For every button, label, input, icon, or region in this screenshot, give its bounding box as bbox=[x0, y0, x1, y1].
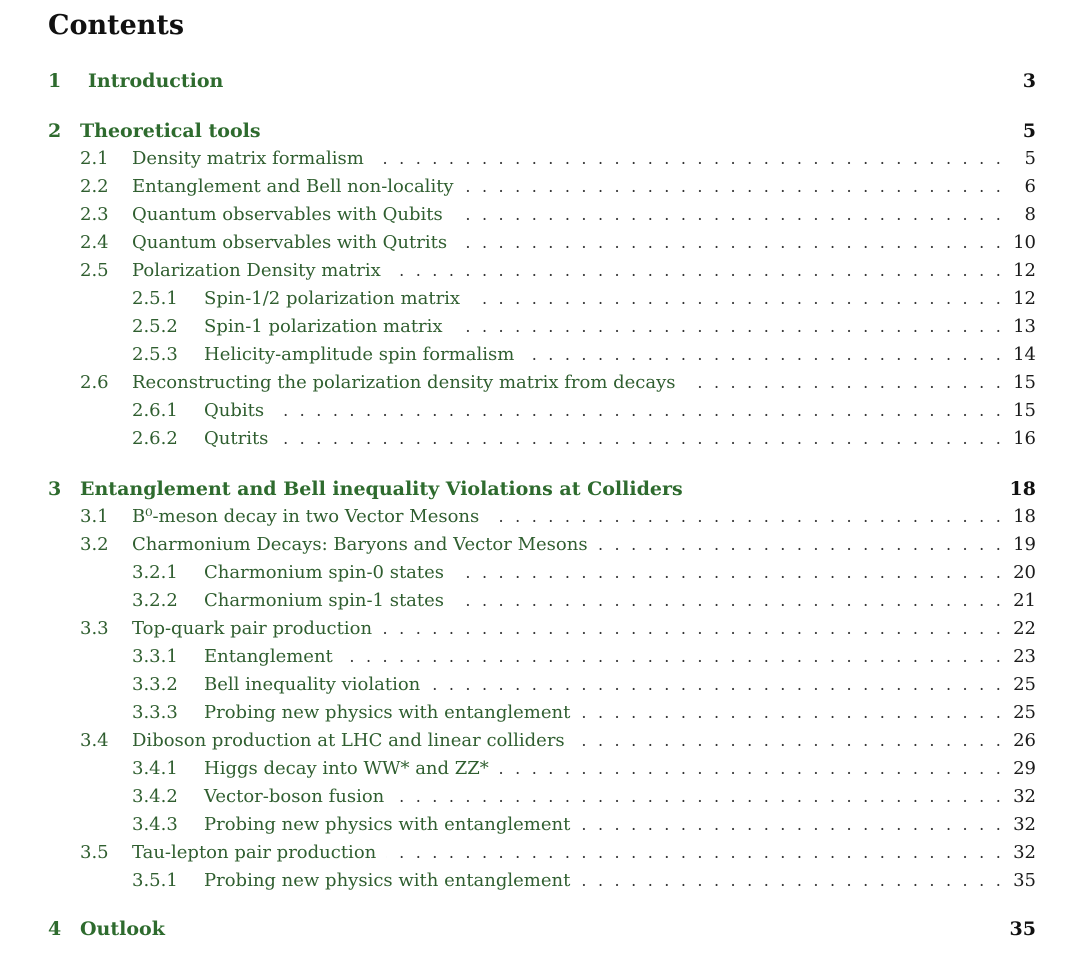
toc-entry-page-number: 13 bbox=[1013, 316, 1036, 337]
toc-entry-page-number: 6 bbox=[1024, 176, 1036, 197]
toc-entry-number: 3.3 bbox=[80, 618, 109, 639]
toc-dot-leader bbox=[464, 174, 1004, 200]
toc-entry-label[interactable]: Charmonium Decays: Baryons and Vector Mesons bbox=[132, 534, 588, 555]
toc-entry-number: 3.2 bbox=[80, 534, 109, 555]
toc-entry-number: 2.2 bbox=[80, 176, 109, 197]
toc-entry-label[interactable]: Entanglement bbox=[204, 646, 333, 667]
toc-chapter-entry[interactable] bbox=[0, 476, 1080, 502]
toc-entry-number: 2.5.2 bbox=[132, 316, 178, 337]
toc-entry-label[interactable]: Quantum observables with Qutrits bbox=[132, 232, 448, 253]
toc-dot-leader bbox=[575, 728, 1004, 754]
toc-dot-leader bbox=[382, 616, 1004, 642]
toc-entry-label[interactable]: Qubits bbox=[204, 400, 265, 421]
toc-entry-number: 2.5.1 bbox=[132, 288, 178, 309]
toc-dot-leader bbox=[499, 756, 1004, 782]
toc-entry-number: 2.3 bbox=[80, 204, 109, 225]
toc-entry-number: 2.4 bbox=[80, 232, 109, 253]
toc-entry-label[interactable]: Entanglement and Bell non-locality bbox=[132, 176, 454, 197]
toc-section-entry[interactable] bbox=[0, 314, 1080, 340]
toc-section-entry[interactable] bbox=[0, 202, 1080, 228]
toc-entry-number: 2 bbox=[48, 120, 62, 142]
toc-entry-page-number: 5 bbox=[1024, 148, 1036, 169]
toc-entry-number: 1 bbox=[48, 70, 62, 92]
toc-dot-leader bbox=[470, 286, 1004, 312]
toc-section-entry[interactable] bbox=[0, 700, 1080, 726]
toc-section-entry[interactable] bbox=[0, 756, 1080, 782]
toc-entry-label[interactable]: Introduction bbox=[88, 70, 224, 92]
toc-entry-page-number: 15 bbox=[1013, 400, 1036, 421]
toc-entry-label[interactable]: Spin-1 polarization matrix bbox=[204, 316, 443, 337]
toc-entry-page-number: 32 bbox=[1013, 814, 1036, 835]
toc-entry-number: 4 bbox=[48, 918, 62, 940]
toc-entry-label[interactable]: Charmonium spin-1 states bbox=[204, 590, 445, 611]
toc-section-entry[interactable] bbox=[0, 588, 1080, 614]
toc-entry-number: 3.1 bbox=[80, 506, 109, 527]
toc-entry-page-number: 12 bbox=[1013, 288, 1036, 309]
toc-section-entry[interactable] bbox=[0, 728, 1080, 754]
toc-entry-page-number: 35 bbox=[1009, 918, 1036, 940]
toc-dot-leader bbox=[278, 426, 1004, 452]
toc-entry-page-number: 12 bbox=[1013, 260, 1036, 281]
toc-entry-number: 3.2.2 bbox=[132, 590, 178, 611]
toc-section-entry[interactable] bbox=[0, 840, 1080, 866]
toc-entry-page-number: 10 bbox=[1013, 232, 1036, 253]
toc-entry-page-number: 23 bbox=[1013, 646, 1036, 667]
toc-entry-number: 2.6.2 bbox=[132, 428, 178, 449]
toc-section-entry[interactable] bbox=[0, 532, 1080, 558]
toc-entry-label[interactable]: Top-quark pair production bbox=[132, 618, 373, 639]
toc-entry-page-number: 29 bbox=[1013, 758, 1036, 779]
toc-section-entry[interactable] bbox=[0, 286, 1080, 312]
toc-dot-leader bbox=[580, 700, 1004, 726]
toc-dot-leader bbox=[453, 314, 1004, 340]
toc-entry-number: 3.3.1 bbox=[132, 646, 178, 667]
toc-entry-label[interactable]: Higgs decay into WW* and ZZ* bbox=[204, 758, 489, 779]
toc-entry-number: 3.5.1 bbox=[132, 870, 178, 891]
toc-section-entry[interactable] bbox=[0, 258, 1080, 284]
toc-entry-number: 3.3.2 bbox=[132, 674, 178, 695]
toc-entry-page-number: 26 bbox=[1013, 730, 1036, 751]
toc-entry-number: 3.3.3 bbox=[132, 702, 178, 723]
toc-section-entry[interactable] bbox=[0, 504, 1080, 530]
toc-entry-label[interactable]: Qutrits bbox=[204, 428, 269, 449]
toc-section-entry[interactable] bbox=[0, 230, 1080, 256]
toc-dot-leader bbox=[454, 560, 1004, 586]
toc-entry-label[interactable]: Theoretical tools bbox=[80, 120, 261, 142]
toc-dot-leader bbox=[374, 146, 1004, 172]
toc-entry-number: 3 bbox=[48, 478, 62, 500]
toc-dot-leader bbox=[580, 868, 1004, 894]
toc-dot-leader bbox=[524, 342, 1004, 368]
toc-entry-number: 2.1 bbox=[80, 148, 109, 169]
toc-dot-leader bbox=[580, 812, 1004, 838]
toc-entry-number: 2.6 bbox=[80, 372, 109, 393]
toc-dot-leader bbox=[457, 230, 1004, 256]
toc-dot-leader bbox=[686, 370, 1004, 396]
toc-section-entry[interactable] bbox=[0, 370, 1080, 396]
toc-entry-page-number: 3 bbox=[1022, 70, 1036, 92]
toc-entry-label[interactable]: Polarization Density matrix bbox=[132, 260, 381, 281]
toc-section-entry[interactable] bbox=[0, 146, 1080, 172]
toc-section-entry[interactable] bbox=[0, 644, 1080, 670]
toc-dot-leader bbox=[598, 532, 1004, 558]
toc-entry-number: 2.6.1 bbox=[132, 400, 178, 421]
toc-dot-leader bbox=[454, 588, 1004, 614]
toc-chapter-entry[interactable] bbox=[0, 68, 1080, 94]
toc-dot-leader bbox=[343, 644, 1004, 670]
toc-entry-page-number: 32 bbox=[1013, 842, 1036, 863]
toc-section-entry[interactable] bbox=[0, 342, 1080, 368]
toc-entry-page-number: 8 bbox=[1024, 204, 1036, 225]
toc-dot-leader bbox=[489, 504, 1004, 530]
toc-entry-label[interactable]: Probing new physics with entanglement bbox=[204, 870, 571, 891]
toc-entry-number: 2.5 bbox=[80, 260, 109, 281]
toc-entry-label[interactable]: Quantum observables with Qubits bbox=[132, 204, 443, 225]
toc-entry-number: 2.5.3 bbox=[132, 344, 178, 365]
toc-section-entry[interactable] bbox=[0, 174, 1080, 200]
toc-entry-label[interactable]: Entanglement and Bell inequality Violations at Colliders bbox=[80, 478, 683, 500]
toc-entry-page-number: 14 bbox=[1013, 344, 1036, 365]
toc-dot-leader bbox=[386, 840, 1004, 866]
toc-chapter-entry[interactable] bbox=[0, 916, 1080, 942]
page-title: Contents bbox=[48, 10, 185, 41]
toc-section-entry[interactable] bbox=[0, 616, 1080, 642]
toc-entry-page-number: 25 bbox=[1013, 674, 1036, 695]
toc-entry-label[interactable]: Reconstructing the polarization density matrix from decays bbox=[132, 372, 676, 393]
toc-entry-label[interactable]: Density matrix formalism bbox=[132, 148, 364, 169]
toc-section-entry[interactable] bbox=[0, 784, 1080, 810]
toc-entry-label[interactable]: Spin-1/2 polarization matrix bbox=[204, 288, 461, 309]
toc-entry-number: 3.4.3 bbox=[132, 814, 178, 835]
toc-entry-number: 3.4.1 bbox=[132, 758, 178, 779]
toc-entry-label[interactable]: B⁰-meson decay in two Vector Mesons bbox=[132, 506, 480, 527]
toc-section-entry[interactable] bbox=[0, 868, 1080, 894]
toc-entry-label[interactable]: Probing new physics with entanglement bbox=[204, 814, 571, 835]
toc-entry-label[interactable]: Outlook bbox=[80, 918, 165, 940]
toc-entry-page-number: 35 bbox=[1013, 870, 1036, 891]
toc-entry-page-number: 21 bbox=[1013, 590, 1036, 611]
toc-entry-page-number: 19 bbox=[1013, 534, 1036, 555]
toc-entry-page-number: 16 bbox=[1013, 428, 1036, 449]
toc-entry-label[interactable]: Diboson production at LHC and linear colliders bbox=[132, 730, 565, 751]
toc-entry-page-number: 18 bbox=[1009, 478, 1036, 500]
toc-entry-page-number: 18 bbox=[1013, 506, 1036, 527]
toc-section-entry[interactable] bbox=[0, 426, 1080, 452]
toc-entry-page-number: 20 bbox=[1013, 562, 1036, 583]
toc-entry-label[interactable]: Tau-lepton pair production bbox=[132, 842, 377, 863]
toc-entry-page-number: 22 bbox=[1013, 618, 1036, 639]
toc-entry-page-number: 5 bbox=[1022, 120, 1036, 142]
toc-section-entry[interactable] bbox=[0, 560, 1080, 586]
toc-dot-leader bbox=[453, 202, 1004, 228]
toc-section-entry[interactable] bbox=[0, 812, 1080, 838]
toc-entry-label[interactable]: Helicity-amplitude spin formalism bbox=[204, 344, 515, 365]
toc-entry-label[interactable]: Vector-boson fusion bbox=[204, 786, 385, 807]
toc-chapter-entry[interactable] bbox=[0, 118, 1080, 144]
toc-entry-label[interactable]: Charmonium spin-0 states bbox=[204, 562, 445, 583]
toc-section-entry[interactable] bbox=[0, 672, 1080, 698]
toc-entry-label[interactable]: Bell inequality violation bbox=[204, 674, 421, 695]
toc-entry-page-number: 32 bbox=[1013, 786, 1036, 807]
toc-entry-number: 3.4.2 bbox=[132, 786, 178, 807]
toc-dot-leader bbox=[430, 672, 1004, 698]
toc-dot-leader bbox=[394, 784, 1004, 810]
toc-dot-leader bbox=[274, 398, 1004, 424]
toc-entry-number: 3.2.1 bbox=[132, 562, 178, 583]
toc-entry-label[interactable]: Probing new physics with entanglement bbox=[204, 702, 571, 723]
toc-entry-number: 3.4 bbox=[80, 730, 109, 751]
toc-dot-leader bbox=[391, 258, 1004, 284]
toc-section-entry[interactable] bbox=[0, 398, 1080, 424]
toc-entry-page-number: 15 bbox=[1013, 372, 1036, 393]
toc-entry-page-number: 25 bbox=[1013, 702, 1036, 723]
toc-entry-number: 3.5 bbox=[80, 842, 109, 863]
